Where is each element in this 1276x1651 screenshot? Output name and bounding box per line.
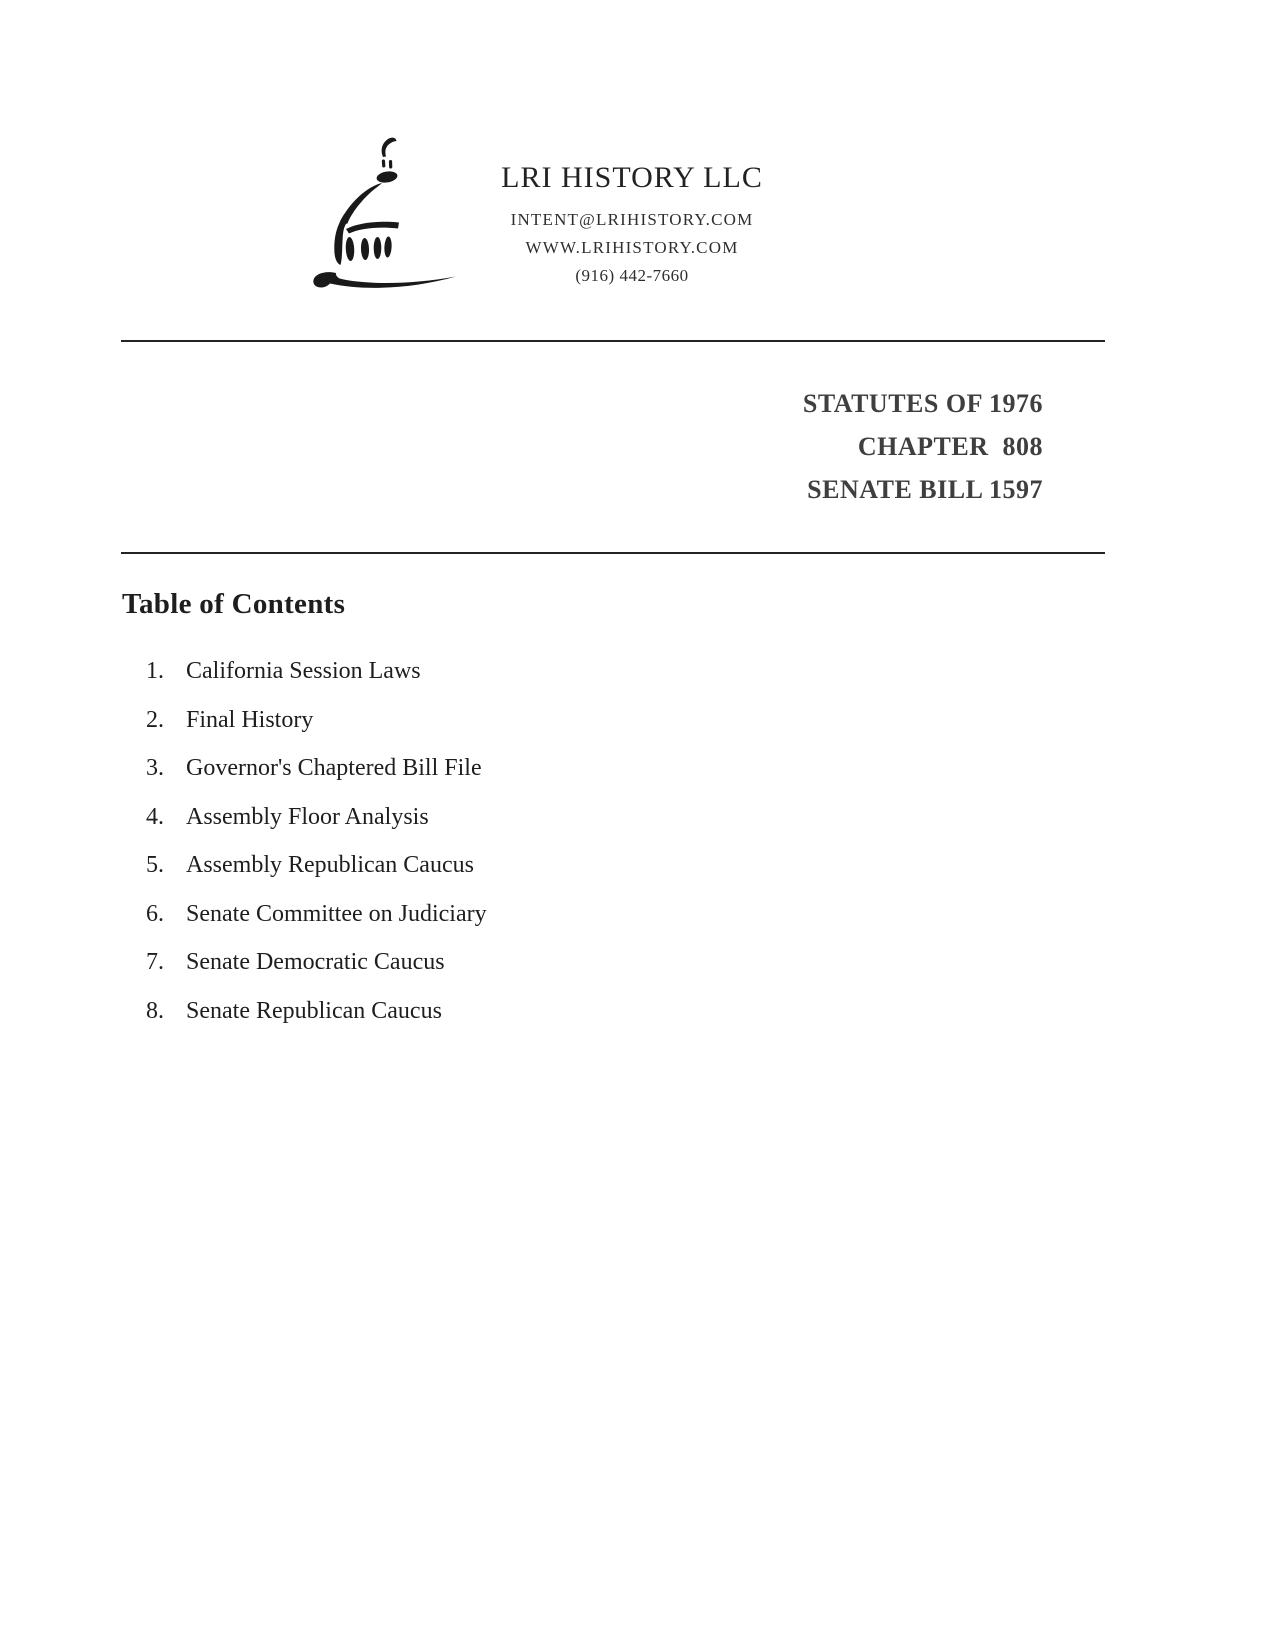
toc-item: [146, 804, 846, 853]
toc-item-number: 6.: [146, 900, 164, 927]
toc-item-number: 3.: [146, 755, 164, 781]
toc-item: [146, 901, 846, 950]
divider-top: [121, 340, 1105, 342]
company-phone: (916) 442-7660: [575, 266, 689, 285]
toc-item-number: 8.: [146, 997, 164, 1024]
chapter-number-line: CHAPTER 808: [857, 432, 1043, 461]
statute-title-block: [803, 382, 1043, 511]
toc-item-label: Senate Republican Caucus: [186, 997, 442, 1024]
toc-item-label: Governor's Chaptered Bill File: [186, 755, 482, 781]
toc-item-label: Assembly Republican Caucus: [186, 852, 474, 878]
toc-item: [146, 852, 846, 901]
toc-item-label: Final History: [186, 706, 314, 733]
company-header: [432, 160, 832, 290]
toc-item-number: 1.: [146, 658, 164, 684]
toc-item: [146, 707, 846, 756]
toc-item: [146, 755, 846, 804]
divider-bottom: [121, 552, 1105, 554]
toc-list: [146, 658, 846, 1046]
toc-item-label: California Session Laws: [186, 658, 421, 684]
toc-item: [146, 998, 846, 1047]
company-name: LRI HISTORY LLC: [501, 161, 763, 194]
senate-bill-line: SENATE BILL 1597: [807, 475, 1043, 504]
statutes-year-line: STATUTES OF 1976: [802, 389, 1043, 418]
company-email: INTENT@LRIHISTORY.COM: [510, 210, 754, 229]
toc-item-number: 5.: [146, 852, 164, 878]
toc-item-label: Senate Committee on Judiciary: [186, 900, 487, 927]
toc-item: [146, 949, 846, 998]
toc-heading: Table of Contents: [122, 588, 346, 620]
toc-item-number: 7.: [146, 949, 164, 975]
toc-item-label: Assembly Floor Analysis: [186, 803, 429, 830]
toc-item-number: 4.: [146, 803, 164, 830]
toc-item-number: 2.: [146, 706, 164, 733]
toc-item-label: Senate Democratic Caucus: [186, 949, 445, 975]
toc-item: [146, 658, 846, 707]
company-website: WWW.LRIHISTORY.COM: [525, 238, 739, 257]
